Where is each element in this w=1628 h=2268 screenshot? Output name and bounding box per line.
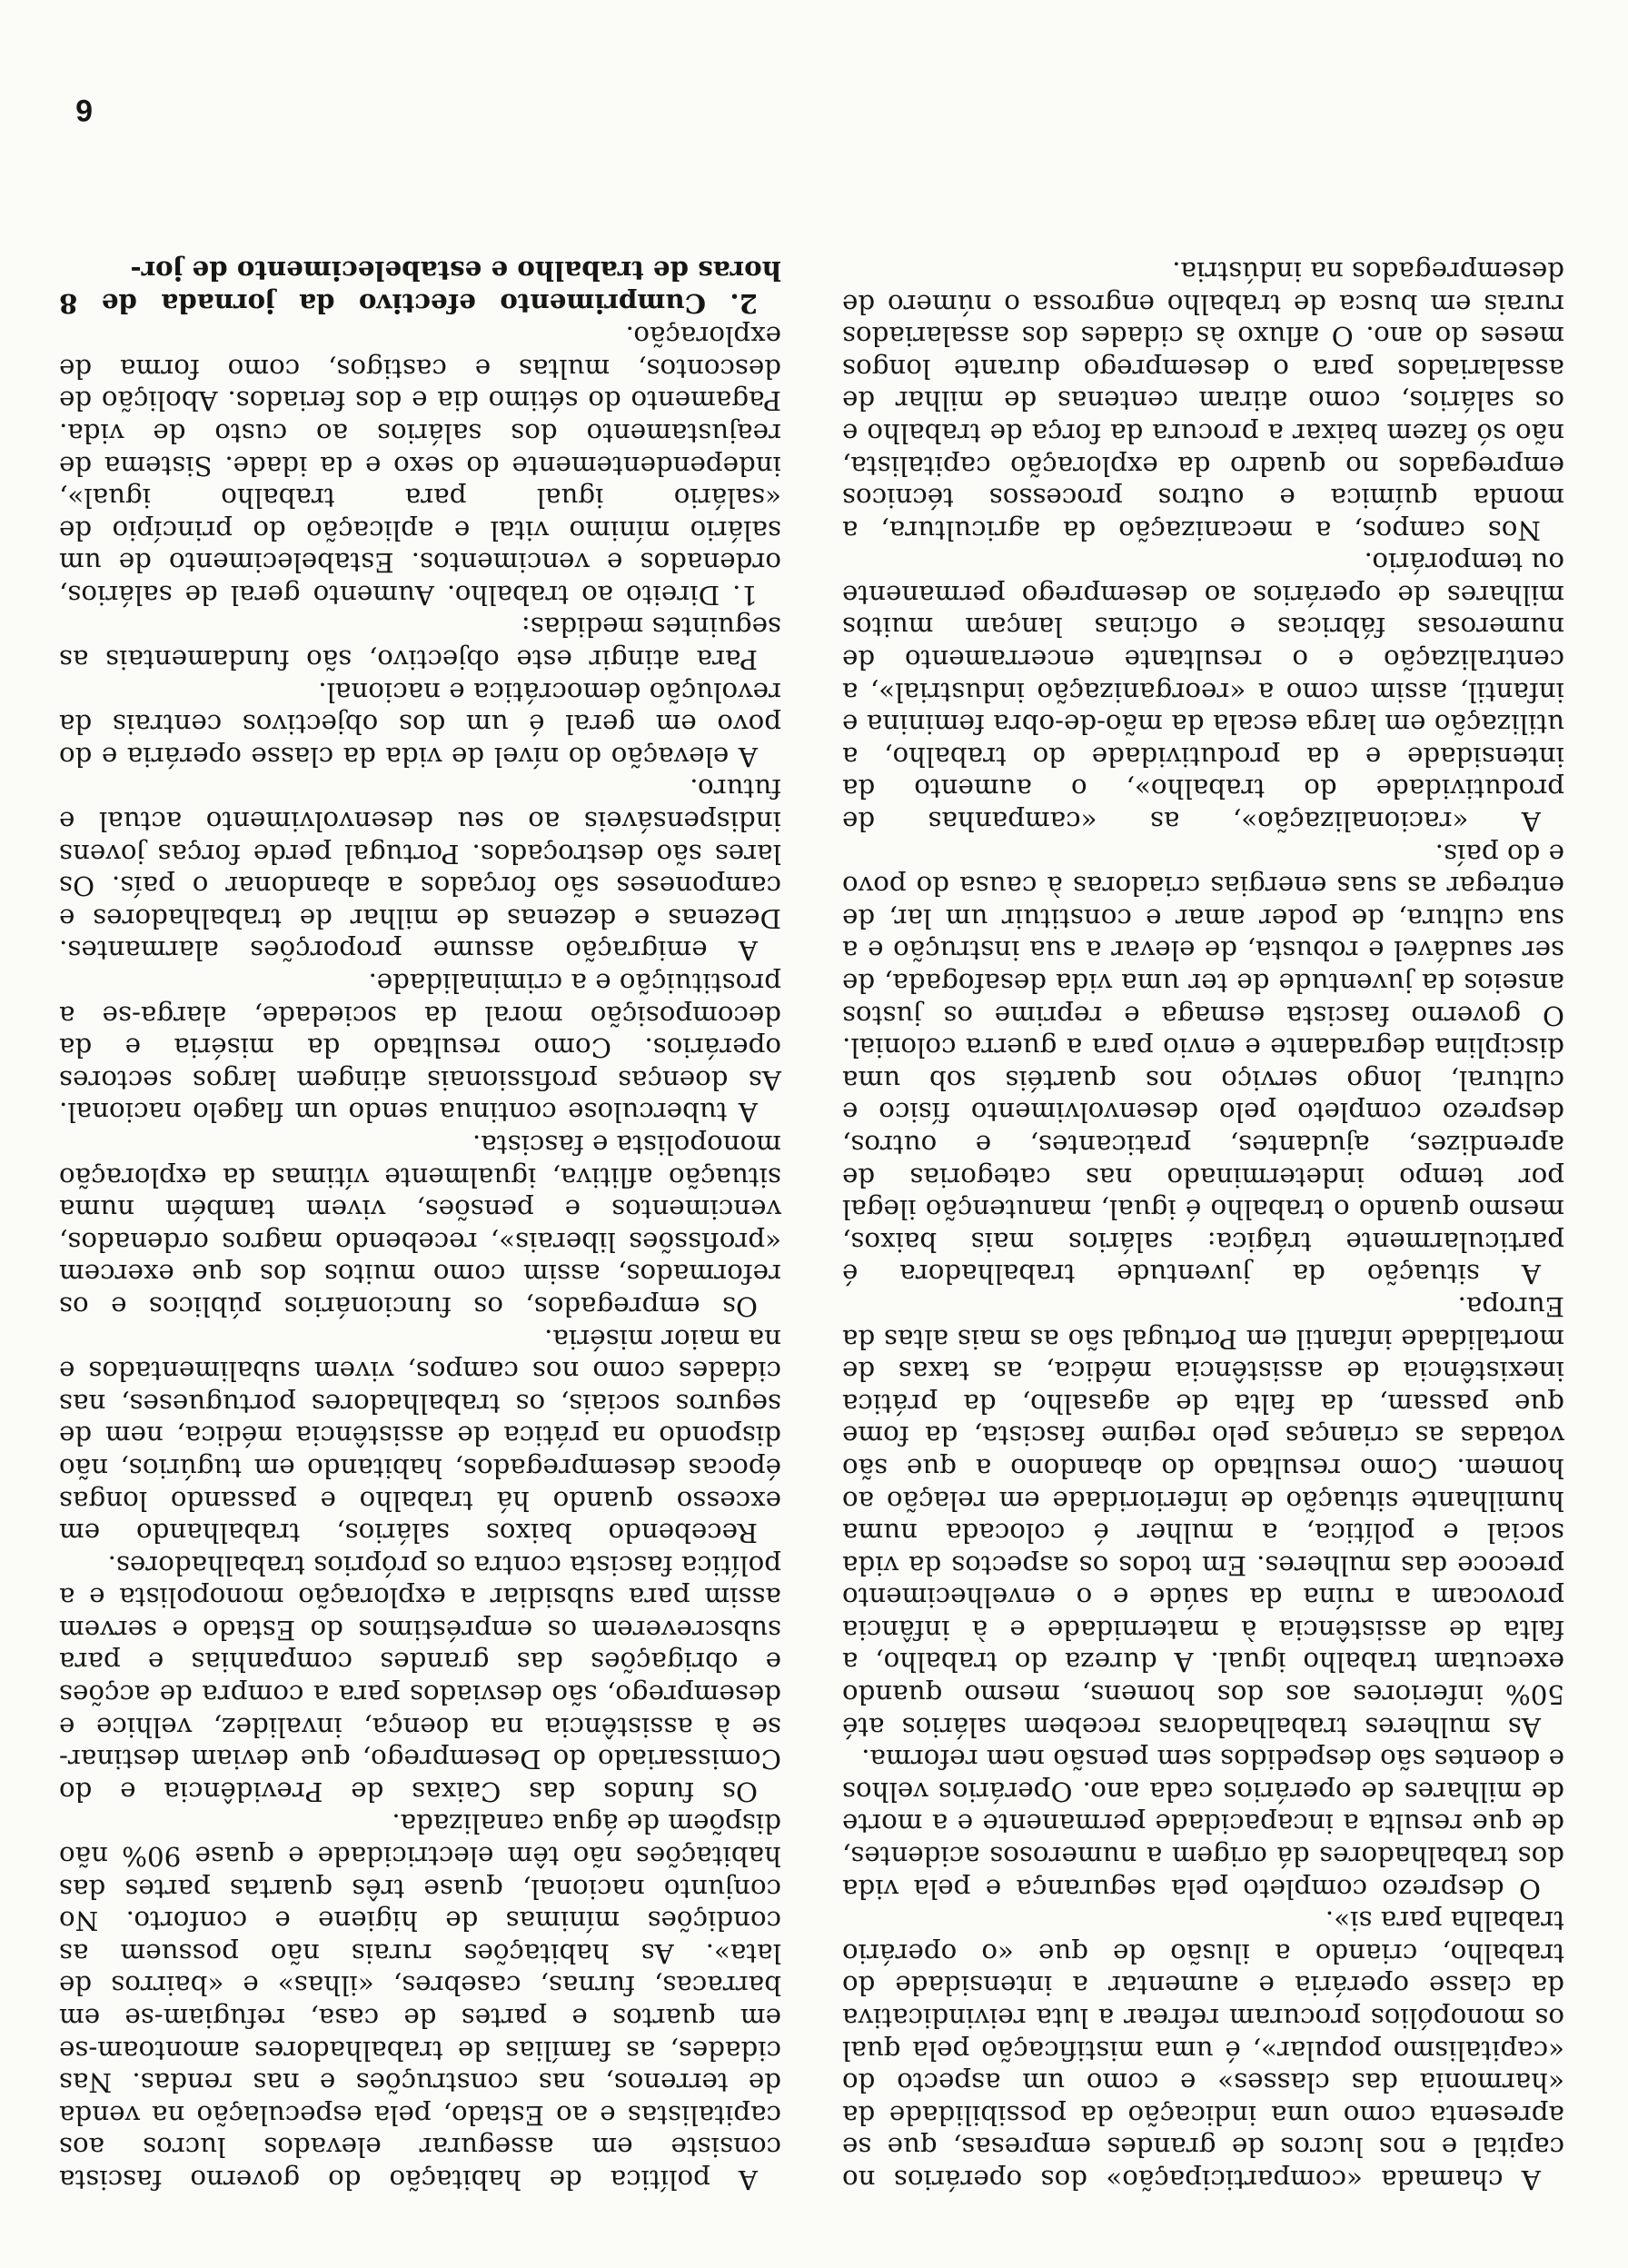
paragraph-racionalizacao: A «racionalização», as «campanhas de produtividade do trabalho», o aumento da intensidade e da produtividade do trabalho, a utilização em larga escala da mão-de-obra feminina e infantil, assim como a «reorganização industrial», a centralização e o resultante encerramento de numerosas fábricas e oficinas lançam muitos milhares de operários ao desemprego permanente ou temporário.	[842, 547, 1564, 838]
paragraph-acidentes: O desprezo completo pela segurança e pela vida dos trabalhadores dá origem a numerosos acidentes, de que resulta a incapacidade permanente e a morte de milhares de operários cada ano. Operários velhos e doentes são despedidos sem pensão nem reforma.	[842, 1744, 1564, 1905]
paragraph-juventude: A situação da juventude trabalhadora é particularmente trágica: salários mais baixos, mesmo quando o trabalho é igual, manutenção ilegal por tempo indeterminado nas categorias de aprendizes, ajudantes, praticantes, e outros, desprezo completo pelo desenvolvimento físico e cultural, longo serviço nos quartéis sob uma disciplina degradante e envio para a guerra colonial. O governo fascista esmaga e reprime os justos anseios da juventude de ter uma vida desafogada, de ser saudável e robusta, de elevar a sua instrução e a sua cultura, de poder amar e constituir um lar, de entregar as suas energias criadoras à causa do povo e do país.	[842, 838, 1564, 1290]
column-left	[842, 254, 1564, 2195]
page-number: 6	[75, 93, 93, 127]
paragraph-medidas-intro: Para atingir este objectivo, são fundamentais as seguintes medidas:	[59, 612, 781, 676]
paragraph-caixas-previdencia: Os fundos das Caixas de Previdência e do Comissariado do Desemprego, que deviam destinar-se à assistência na doença, invalidez, velhice e desemprego, são desviados para a compra de acções e obrigações das grandes companhias e para subscreverem os empréstimos do Estado e servem assim para subsidiar a exploração monopolista e a política fascista contra os próprios trabalhadores.	[59, 1549, 781, 1807]
paragraph-comparticipacao: A chamada «comparticipação» dos operários no capital e nos lucros de grandes empresas, que se apresenta como uma indicação da possibilidade da «harmonia das classes» e como um aspecto do «capitalismo popular», é uma mistificação pela qual os monopólios procuram refrear a luta reivindicativa da classe operária e aumentar a intensidade do trabalho, criando a ilusão de que «o operário trabalha para si».	[842, 1905, 1564, 2195]
paragraph-empregados: Os empregados, os funcionários públicos e os reformados, assim como muitos dos que exercem «profissões liberais», recebendo magros ordenados, vencimentos e pensões, vivem também numa situação aflitiva, igualmente vítimas da exploração monopolista e fascista.	[59, 1129, 781, 1322]
paragraph-nivel-de-vida: A elevação do nível de vida da classe operária e do povo em geral é um dos objectivos centrais da revolução democrática e nacional.	[59, 676, 781, 772]
paragraph-baixos-salarios: Recebendo baixos salários, trabalhando em excesso quando há trabalho e passando longas épocas desempregados, habitando em tugúrios, não dispondo na prática de assistência médica, nem de seguros sociais, os trabalhadores portugueses, nas cidades como nos campos, vivem subalimentados e na maior miséria.	[59, 1323, 781, 1549]
paragraph-habitacao: A política de habitação do governo fascista consiste em assegurar elevados lucros aos capitalistas e ao Estado, pela especulação na venda de terrenos, nas construções e nas rendas. Nas cidades, as famílias de trabalhadores amontoam-se em quartos e partes de casa, refugiam-se em barracas, furnas, casebres, «ilhas» e «bairros de lata». As habitações rurais não possuem as condições mínimas de higiene e conforto. No conjunto nacional, quase três quartas partes das habitações não têm electricidade e quase 90% não dispõem de água canalizada.	[59, 1808, 781, 2195]
measure-1-direito-ao-trabalho: 1. Direito ao trabalho. Aumento geral de salários, ordenados e vencimentos. Estabelecimento de um salário mínimo vital e aplicação do princípio de «salário igual para trabalho igual», independentemente do sexo e da idade. Sistema de reajustamento dos salários ao custo de vida. Pagamento do sétimo dia e dos feriados. Abolição de descontos, multas e castigos, como forma de exploração.	[59, 321, 781, 611]
measure-2-jornada-8-horas: 2. Cumprimento efectivo da jornada de 8 horas de trabalho e estabelecimento de jor-	[59, 254, 781, 320]
paragraph-emigracao: A emigração assume proporções alarmantes. Dezenas e dezenas de milhar de trabalhadores e camponeses são forçados a abandonar o país. Os lares são destroçados. Portugal perde forças jovens indispensáveis ao seu desenvolvimento actual e futuro.	[59, 773, 781, 967]
paragraph-mulheres: As mulheres trabalhadoras recebem salários até 50% inferiores aos dos homens, mesmo quando executam trabalho igual. A dureza do trabalho, a falta de assistência à maternidade e à infância provocam a ruína da saúde e o envelhecimento precoce das mulheres. Em todos os aspectos da vida social e política, a mulher é colocada numa humilhante situação de inferioridade em relação ao homem. Como resultado do abandono a que são votadas as crianças pelo regime fascista, da fome que passam, da falta de agasalho, da prática inexistência de assistência médica, as taxas de mortalidade infantil em Portugal são as mais altas da Europa.	[842, 1290, 1564, 1743]
paragraph-campos: Nos campos, a mecanização da agricultura, a monda química e outros processos técnicos empregados no quadro da exploração capitalista, não só fazem baixar a procura da força de trabalho e os salários, como atiram centenas de milhar de assalariados para o desemprego durante longos meses do ano. O afluxo às cidades dos assalariados rurais em busca de trabalho engrossa o número de desempregados na indústria.	[842, 255, 1564, 546]
column-right	[59, 254, 781, 2195]
paragraph-tuberculose: A tuberculose continua sendo um flagelo nacional. As doenças profissionais atingem largos sectores operários. Como resultado da miséria e da decomposição moral da sociedade, alarga-se a prostituição e a criminalidade.	[59, 968, 781, 1129]
